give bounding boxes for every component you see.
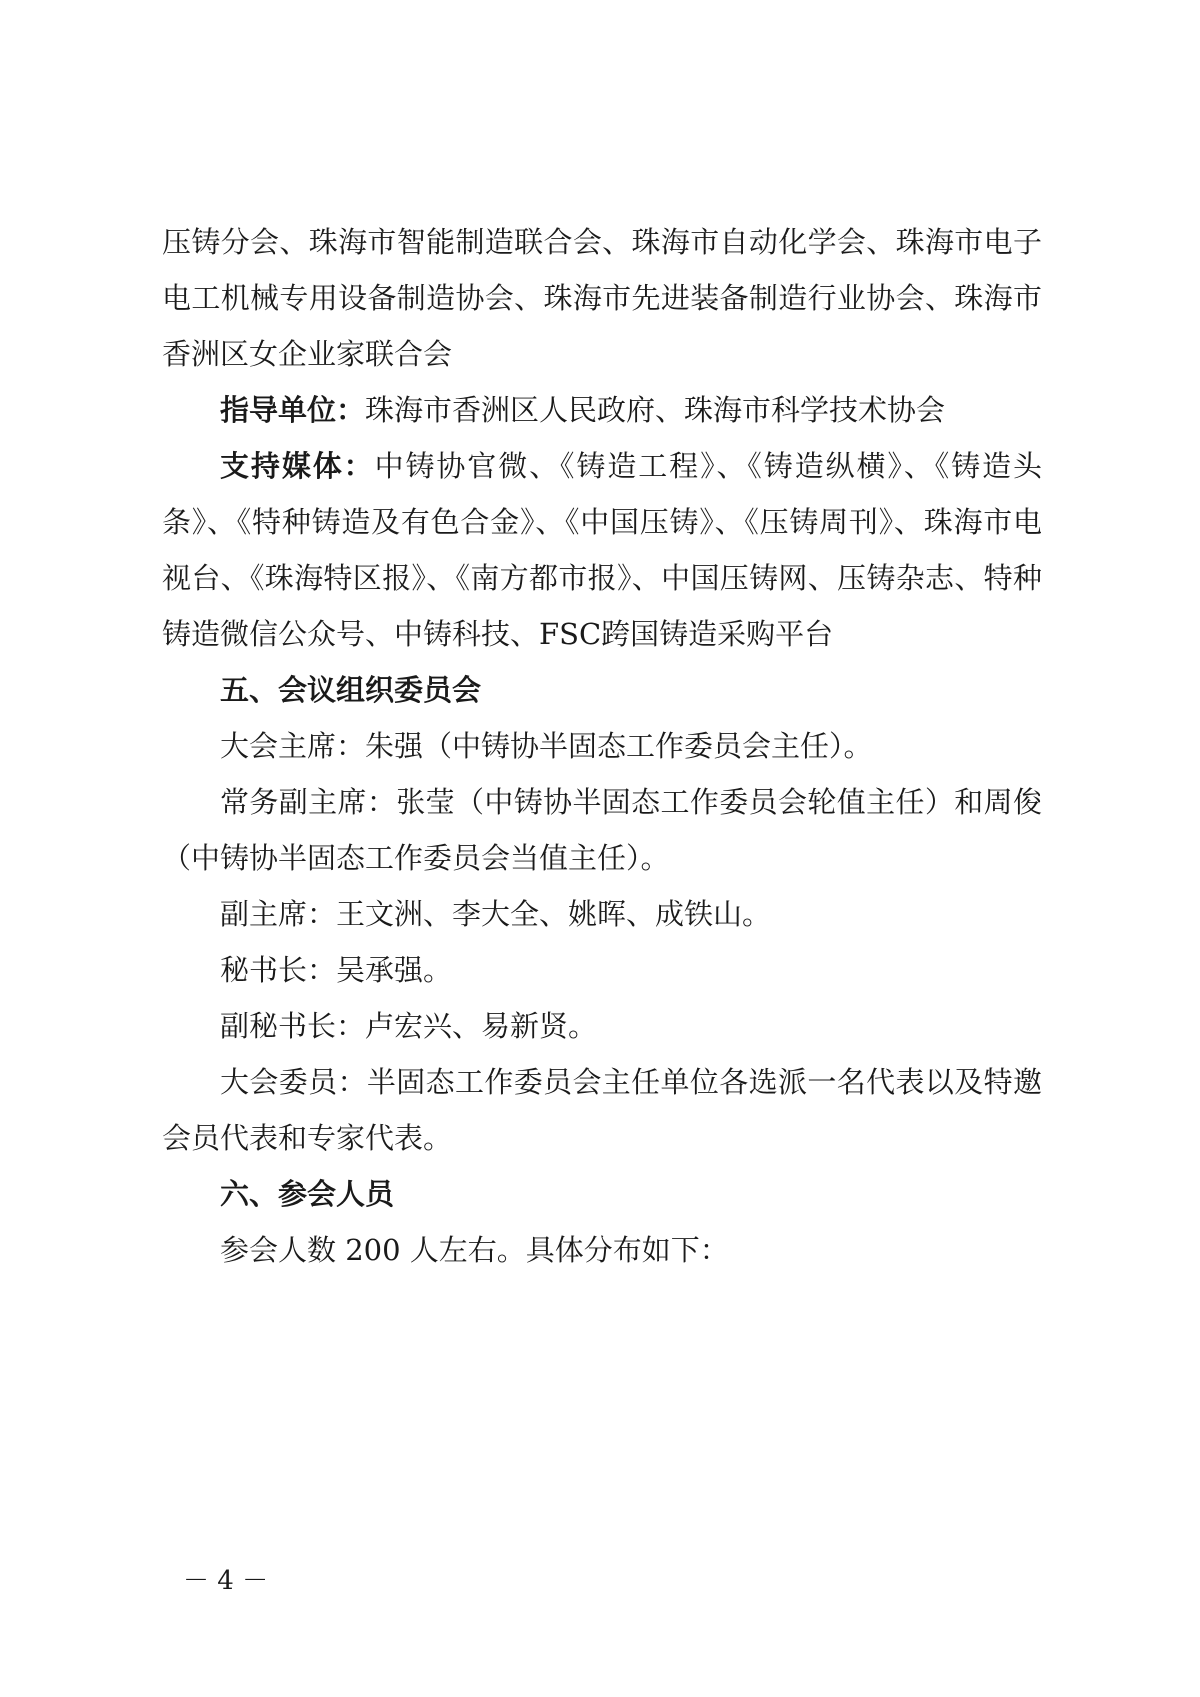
guidance-label: 指导单位：: [220, 393, 366, 427]
guidance-text: 珠海市香洲区人民政府、珠海市科学技术协会: [365, 393, 946, 427]
section6-text: 参会人数 200 人左右。具体分布如下：: [220, 1233, 729, 1267]
section5-heading: 五、会议组织委员会: [220, 673, 482, 707]
guidance-paragraph: [162, 382, 1042, 438]
media-paragraph: [162, 438, 1042, 662]
page-number: － 4 －: [183, 1566, 269, 1596]
document-body: [162, 214, 1042, 1278]
organizers-continued: 压铸分会、珠海市智能制造联合会、珠海市自动化学会、珠海市电子电工机械专用设备制造协会、珠海市先进装备制造行业协会、珠海市香洲区女企业家联合会: [162, 225, 1042, 371]
committee-item: 副秘书长：卢宏兴、易新贤。: [220, 1009, 598, 1043]
media-label: 支持媒体：: [220, 449, 375, 483]
committee-item: 大会主席：朱强（中铸协半固态工作委员会主任）。: [220, 729, 873, 763]
committee-item: 大会委员：半固态工作委员会主任单位各选派一名代表以及特邀会员代表和专家代表。: [162, 1065, 1042, 1155]
committee-item: 常务副主席：张莹（中铸协半固态工作委员会轮值主任）和周俊（中铸协半固态工作委员会当值主任）。: [162, 785, 1042, 875]
committee-item: 秘书长：吴承强。: [220, 953, 453, 987]
section6-heading: 六、参会人员: [220, 1177, 395, 1211]
media-text: 中铸协官微、《铸造工程》、《铸造纵横》、《铸造头条》、《特种铸造及有色合金》、《中国压铸》、《压铸周刊》、珠海市电视台、《珠海特区报》、《南方都市报》、中国压铸网、压铸杂志、特种铸造微信公众号、中铸科技、FSC跨国铸造采购平台: [162, 449, 1042, 651]
committee-item: 副主席：王文洲、李大全、姚晖、成铁山。: [220, 897, 772, 931]
